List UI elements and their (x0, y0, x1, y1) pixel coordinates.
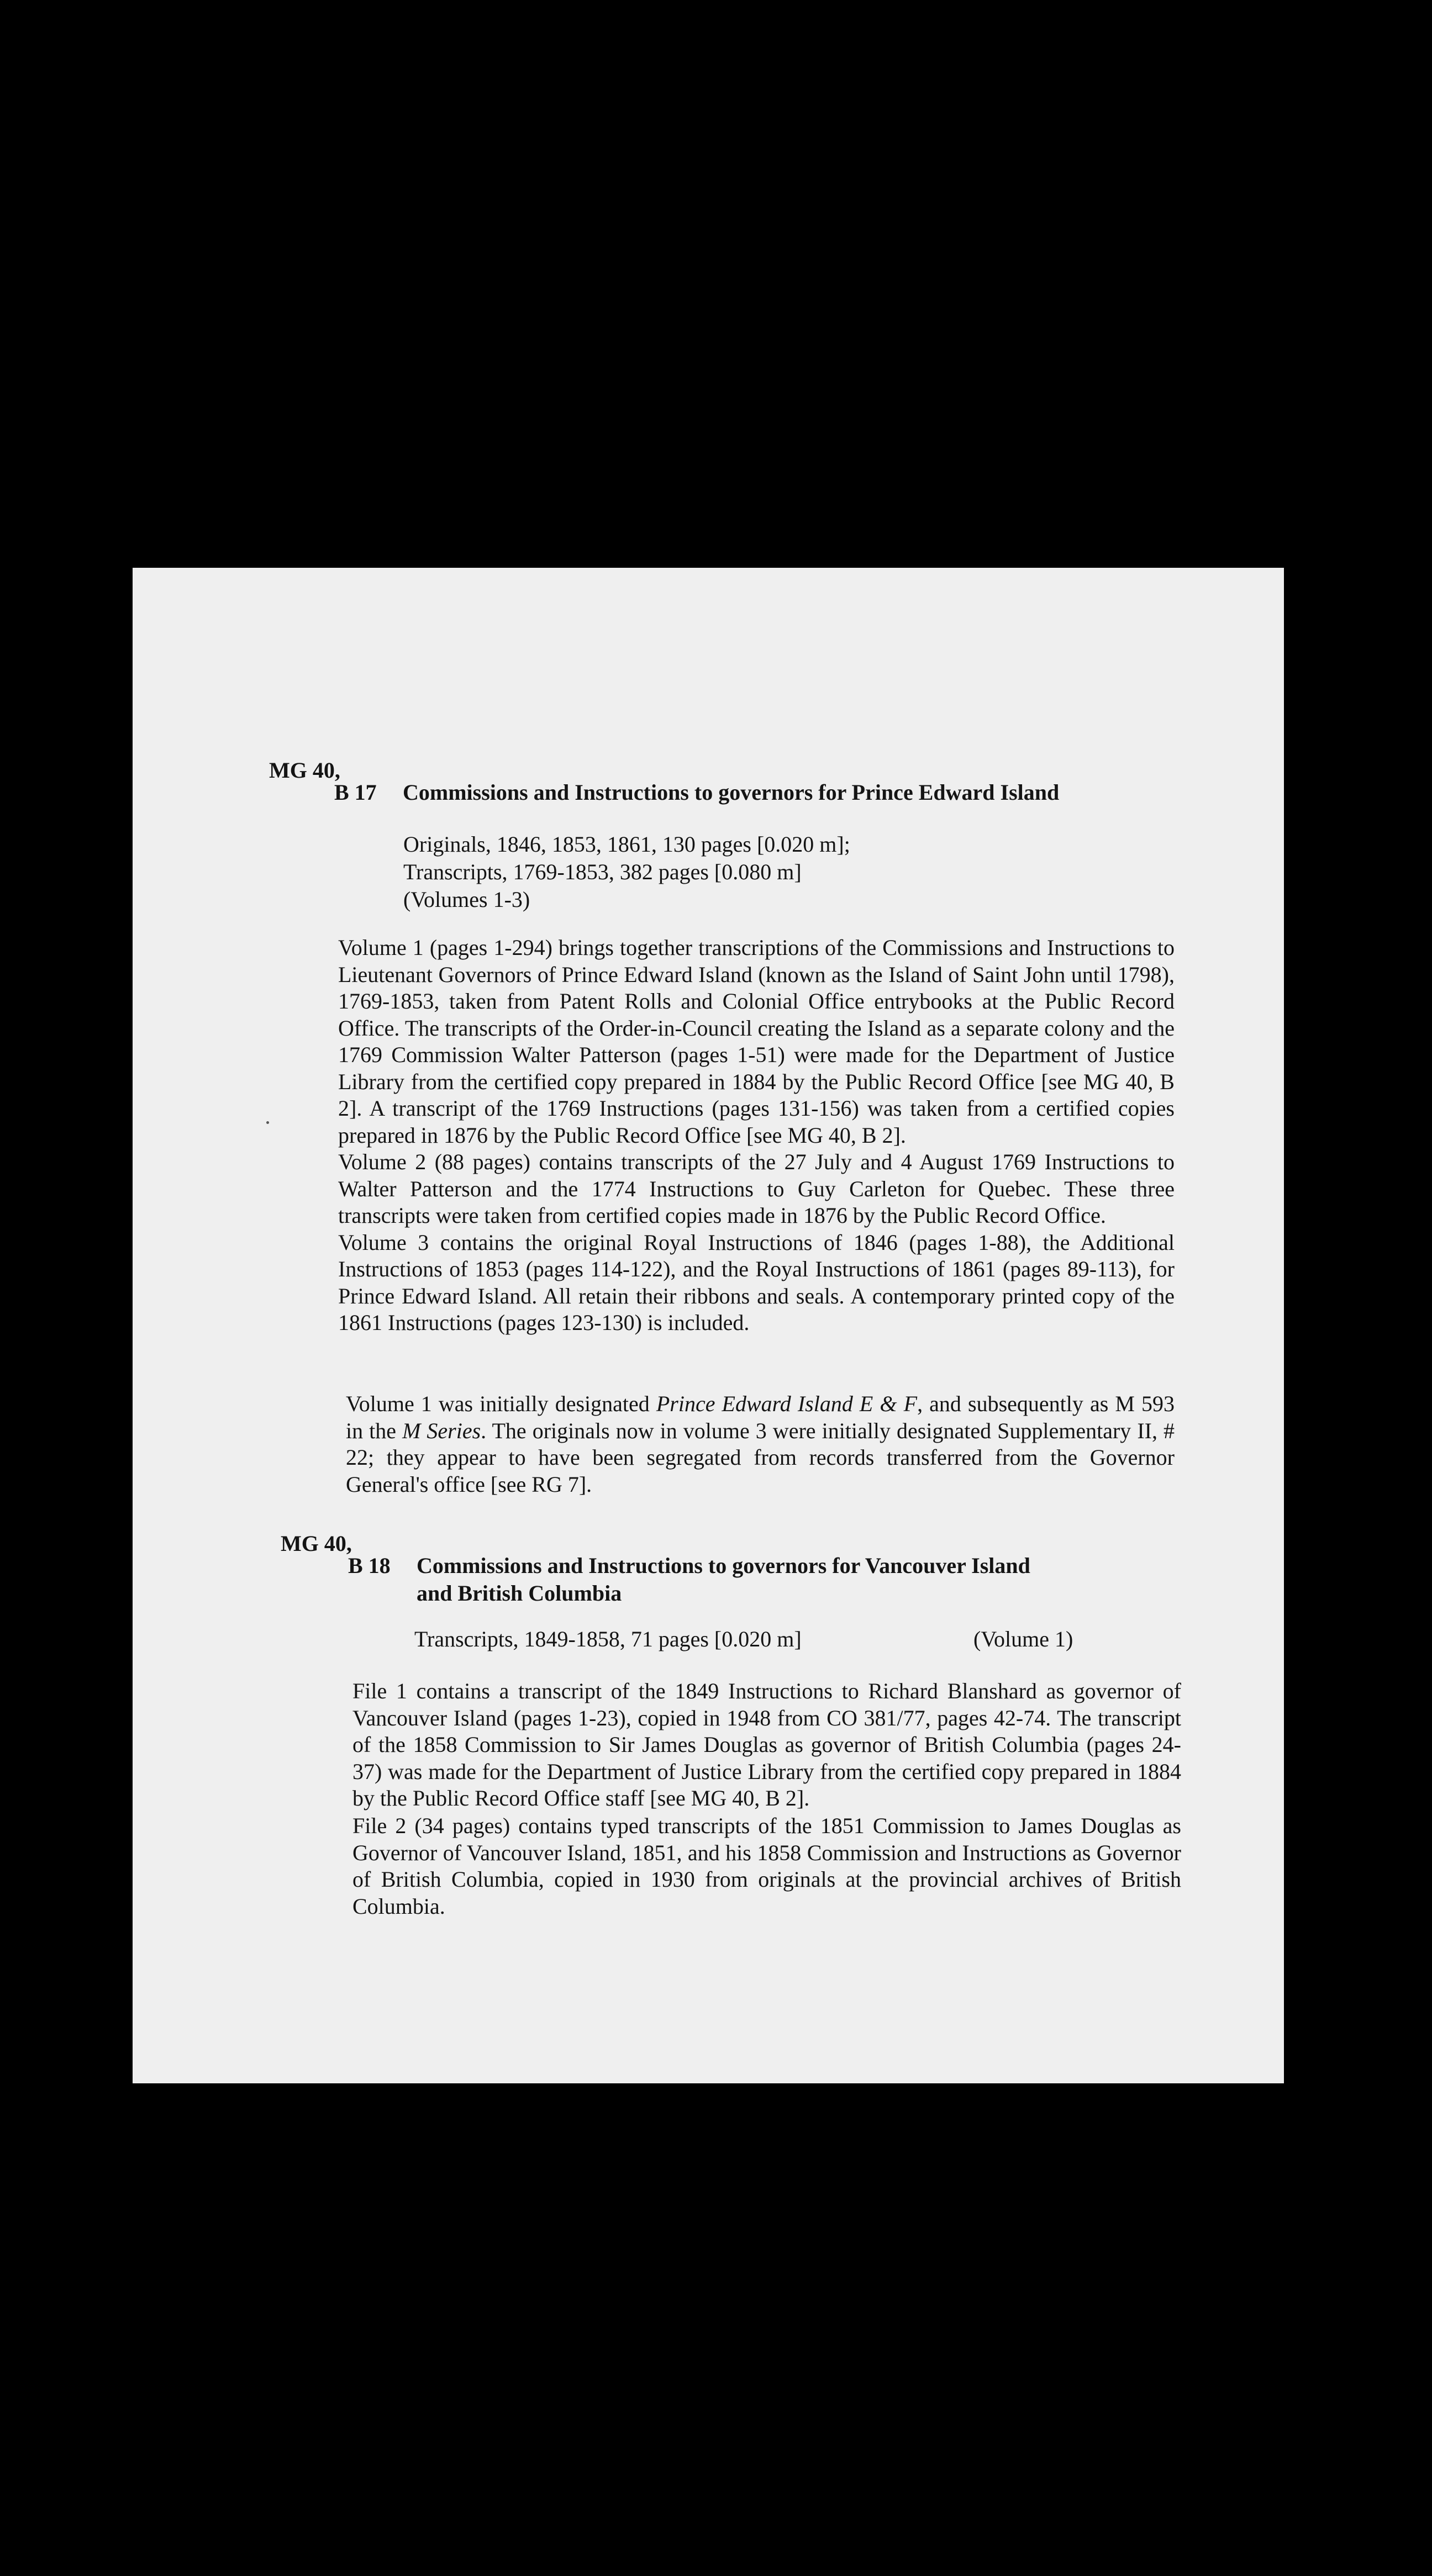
paragraph: Volume 2 (88 pages) contains transcripts of the 27 July and 4 August 1769 Instructions to Walter Patterson and the 1774 Instructions to Guy Carleton for Quebec. These three transcripts were taken from certified copies made in 1876 by the Public Record Office. (338, 1149, 1175, 1228)
note-paragraph (346, 1391, 1175, 1498)
entry-title: Commissions and Instructions to governors for Vancouver Island (417, 1553, 1030, 1578)
paragraph: File 1 contains a transcript of the 1849 Instructions to Richard Blanshard as governor of Vancouver Island (pages 1-23), copied in 1948 from CO 381/77, pages 42-74. The transcript of the 1858 Commission to Sir James Douglas as governor of British Columbia (pages 24-37) was made for the Department of Justice Library from the certified copy prepared in 1884 by the Public Record Office staff [see MG 40, B 2]. (352, 1678, 1181, 1810)
volume-label: (Volume 1) (973, 1627, 1073, 1651)
text-run: Volume 1 was initially designated (346, 1391, 656, 1416)
speck (266, 1121, 269, 1124)
mg-label: MG 40, (281, 1531, 352, 1556)
paragraph: Volume 3 contains the original Royal Instructions of 1846 (pages 1-88), the Additional Instructions of 1853 (pages 114-122), and the Royal Instructions of 1861 (pages 89-113), for Prince Edward Island. All retain their ribbons and seals. A contemporary printed copy of the 1861 Instructions (pages 123-130) is included. (338, 1229, 1175, 1335)
text-run: , and subsequently as M 593 in the (346, 1391, 1175, 1443)
description-block (352, 1678, 1181, 1812)
paragraph: Volume 1 (pages 1-294) brings together transcriptions of the Commissions and Instructions to Lieutenant Governors of Prince Edward Island (known as the Island of Saint John until 1798), 1769-1853, taken from Patent Rolls and Colonial Office entrybooks at the Public Record Office. The transcripts of the Order-in-Council creating the Island as a separate colony and the 1769 Commission Walter Patterson (pages 1-51) were made for the Department of Justice Library from the certified copy prepared in 1884 by the Public Record Office [see MG 40, B 2]. A transcript of the 1769 Instructions (pages 131-156) was taken from a certified copies prepared in 1876 by the Public Record Office [see MG 40, B 2]. (338, 935, 1175, 1148)
italic-run: M Series (402, 1418, 481, 1443)
text-run: . The originals now in volume 3 were initially designated Supplementary II, # 22; they appear to have been segregated from records transferred from the Governor General's office [see RG 7]. (346, 1418, 1175, 1497)
italic-run: Prince Edward Island E & F (656, 1391, 918, 1416)
entry-code: B 17 (334, 780, 377, 805)
entry-title: Commissions and Instructions to governors for Prince Edward Island (403, 780, 1060, 805)
entry-code: B 18 (348, 1553, 391, 1578)
description-block (352, 1813, 1181, 1920)
entry-heading (334, 779, 1273, 806)
document-page (133, 568, 1284, 2083)
extent-line: Originals, 1846, 1853, 1861, 130 pages [0.020 m]; (403, 832, 850, 857)
extent-line: Transcripts, 1769-1853, 382 pages [0.080 m] (403, 859, 802, 884)
paragraph: File 2 (34 pages) contains typed transcripts of the 1851 Commission to James Douglas as Governor of Vancouver Island, 1851, and his 1858 Commission and Instructions as Governor of British Columbia, copied in 1930 from originals at the provincial archives of British Columbia. (352, 1813, 1181, 1919)
extent-text: Transcripts, 1849-1858, 71 pages [0.020 m] (414, 1627, 802, 1651)
extent-row (414, 1625, 1188, 1653)
mg-label: MG 40, (269, 758, 340, 783)
extent-line: (Volumes 1-3) (403, 887, 530, 912)
extent-block (403, 831, 1177, 914)
description-block (338, 935, 1175, 1337)
entry-title-continued: and British Columbia (417, 1581, 622, 1606)
entry-heading (348, 1552, 1232, 1607)
paragraph (346, 1391, 1175, 1498)
